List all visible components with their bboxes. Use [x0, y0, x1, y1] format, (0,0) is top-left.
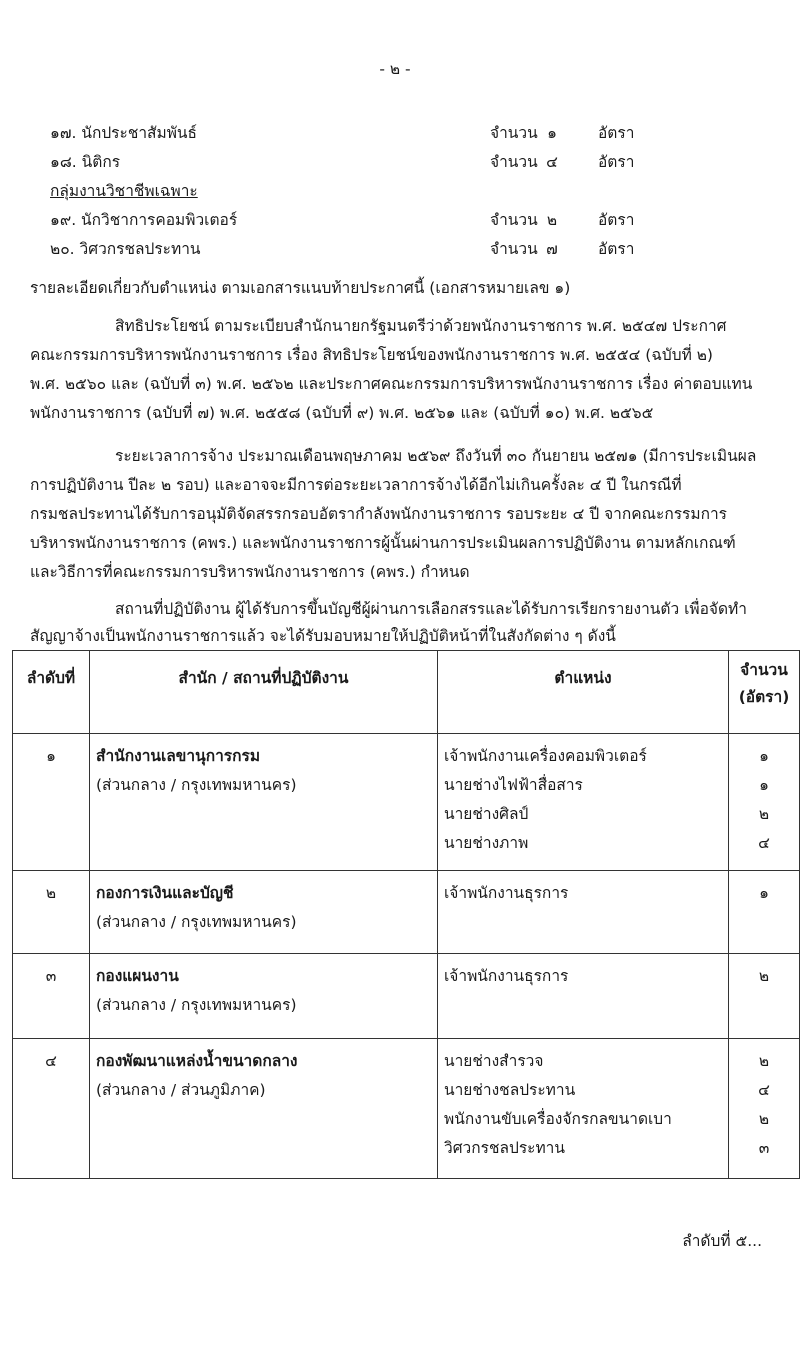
position-count: ๑: [759, 884, 769, 902]
paragraph-line: การปฏิบัติงาน ปีละ ๒ รอบ) และอาจจะมีการต่อระยะเวลาการจ้างได้อีกไม่เกินครั้งละ ๔ ปี ในกรณีที่: [30, 476, 682, 494]
table-row: [13, 871, 800, 954]
details-note: รายละเอียดเกี่ยวกับตำแหน่ง ตามเอกสารแนบท้ายประกาศนี้ (เอกสารหมายเลข ๑): [30, 279, 571, 297]
header-office: สำนัก / สถานที่ปฏิบัติงาน: [90, 651, 438, 734]
header-no: ลำดับที่: [13, 651, 90, 734]
paragraph-line: บริหารพนักงานราชการ (คพร.) และพนักงานราชการผู้นั้นผ่านการประเมินผลการปฏิบัติงาน ตามหลักเกณฑ์: [30, 534, 736, 552]
row-no: ๔: [45, 1052, 57, 1070]
position-name: พนักงานขับเครื่องจักรกลขนาดเบา: [444, 1110, 672, 1128]
workplace-table: [12, 650, 800, 1179]
count-label: จำนวน: [490, 153, 538, 171]
paragraph-line: กรมชลประทานได้รับการอนุมัติจัดสรรกรอบอัตรากำลังพนักงานราชการ รอบระยะ ๔ ปี จากคณะกรรมการ: [30, 505, 728, 523]
position-count: ๒: [758, 1110, 770, 1128]
office-name: กองพัฒนาแหล่งน้ำขนาดกลาง: [96, 1052, 298, 1070]
header-count-line2: (อัตรา): [738, 688, 790, 706]
paragraph-line: คณะกรรมการบริหารพนักงานราชการ เรื่อง สิทธิประโยชน์ของพนักงานราชการ พ.ศ. ๒๕๕๔ (ฉบับที่ ๒): [30, 346, 713, 364]
position-count: ๒: [758, 805, 770, 823]
position-count: ๔: [758, 834, 770, 852]
position-count: ๔: [758, 1081, 770, 1099]
group-heading: กลุ่มงานวิชาชีพเฉพาะ: [50, 182, 198, 200]
position-name: นายช่างศิลป์: [444, 805, 529, 823]
row-no: ๒: [45, 884, 57, 902]
position-name: เจ้าพนักงานธุรการ: [444, 967, 569, 985]
position-name: วิศวกรชลประทาน: [444, 1139, 565, 1157]
count-unit: อัตรา: [598, 240, 635, 258]
count-unit: อัตรา: [598, 211, 635, 229]
paragraph-line: ระยะเวลาการจ้าง ประมาณเดือนพฤษภาคม ๒๕๖๙ ถึงวันที่ ๓๐ กันยายน ๒๕๗๑ (มีการประเมินผล: [115, 447, 757, 465]
position-name: นายช่างไฟฟ้าสื่อสาร: [444, 776, 583, 794]
header-count: [729, 651, 800, 734]
position-label: ๒๐. วิศวกรชลประทาน: [50, 240, 201, 258]
benefits-paragraph: [30, 312, 790, 428]
position-label: ๑๗. นักประชาสัมพันธ์: [50, 124, 197, 142]
position-count: ๓: [758, 1139, 770, 1157]
office-name: กองแผนงาน: [96, 967, 179, 985]
table-row: [13, 954, 800, 1039]
count-value: ๗: [546, 240, 558, 258]
row-no: ๑: [46, 747, 56, 765]
count-value: ๑: [547, 124, 557, 142]
table-header-row: [13, 651, 800, 734]
position-label: ๑๘. นิติกร: [50, 153, 121, 171]
count-value: ๔: [546, 153, 558, 171]
position-name: เจ้าพนักงานธุรการ: [444, 884, 569, 902]
row-no: ๓: [45, 967, 57, 985]
table-row: [13, 734, 800, 871]
position-name: นายช่างชลประทาน: [444, 1081, 576, 1099]
paragraph-line: สถานที่ปฏิบัติงาน ผู้ได้รับการขึ้นบัญชีผู้ผ่านการเลือกสรรและได้รับการเรียกรายงานตัว เพื่อจัดทำ: [115, 600, 747, 618]
count-label: จำนวน: [490, 211, 538, 229]
position-name: นายช่างสำรวจ: [444, 1052, 544, 1070]
office-location: (ส่วนกลาง / กรุงเทพมหานคร): [96, 776, 297, 794]
paragraph-line: และวิธีการที่คณะกรรมการบริหารพนักงานราชการ (คพร.) กำหนด: [30, 563, 470, 581]
office-name: กองการเงินและบัญชี: [96, 884, 234, 902]
position-label: ๑๙. นักวิชาการคอมพิวเตอร์: [50, 211, 238, 229]
continuation-marker: ลำดับที่ ๕...: [682, 1232, 762, 1250]
paragraph-line: พ.ศ. ๒๕๖๐ และ (ฉบับที่ ๓) พ.ศ. ๒๕๖๒ และประกาศคณะกรรมการบริหารพนักงานราชการ เรื่อง ค่าตอบแทน: [30, 375, 753, 393]
count-label: จำนวน: [490, 240, 538, 258]
header-count-line1: จำนวน: [740, 661, 788, 679]
position-name: นายช่างภาพ: [444, 834, 529, 852]
count-unit: อัตรา: [598, 153, 635, 171]
paragraph-line: พนักงานราชการ (ฉบับที่ ๗) พ.ศ. ๒๕๕๘ (ฉบับที่ ๙) พ.ศ. ๒๕๖๑ และ (ฉบับที่ ๑๐) พ.ศ. ๒๕๖๕: [30, 404, 654, 422]
position-name: เจ้าพนักงานเครื่องคอมพิวเตอร์: [444, 747, 647, 765]
paragraph-line: สัญญาจ้างเป็นพนักงานราชการแล้ว จะได้รับมอบหมายให้ปฏิบัติหน้าที่ในสังกัดต่าง ๆ ดังนี้: [30, 627, 616, 645]
count-value: ๒: [546, 211, 558, 229]
count-label: จำนวน: [490, 124, 538, 142]
paragraph-line: สิทธิประโยชน์ ตามระเบียบสำนักนายกรัฐมนตรีว่าด้วยพนักงานราชการ พ.ศ. ๒๕๔๗ ประกาศ: [115, 317, 727, 335]
header-position: ตำแหน่ง: [438, 651, 729, 734]
office-location: (ส่วนกลาง / กรุงเทพมหานคร): [96, 913, 297, 931]
count-unit: อัตรา: [598, 124, 635, 142]
office-location: (ส่วนกลาง / ส่วนภูมิภาค): [96, 1081, 266, 1099]
office-name: สำนักงานเลขานุการกรม: [96, 747, 261, 765]
table-row: [13, 1039, 800, 1179]
employment-period-paragraph: [30, 442, 790, 587]
position-count: ๒: [758, 1052, 770, 1070]
office-location: (ส่วนกลาง / กรุงเทพมหานคร): [96, 996, 297, 1014]
position-count: ๒: [758, 967, 770, 985]
position-count: ๑: [759, 747, 769, 765]
page-number: - ๒ -: [379, 60, 411, 78]
position-count: ๑: [759, 776, 769, 794]
workplace-paragraph: [30, 596, 790, 650]
